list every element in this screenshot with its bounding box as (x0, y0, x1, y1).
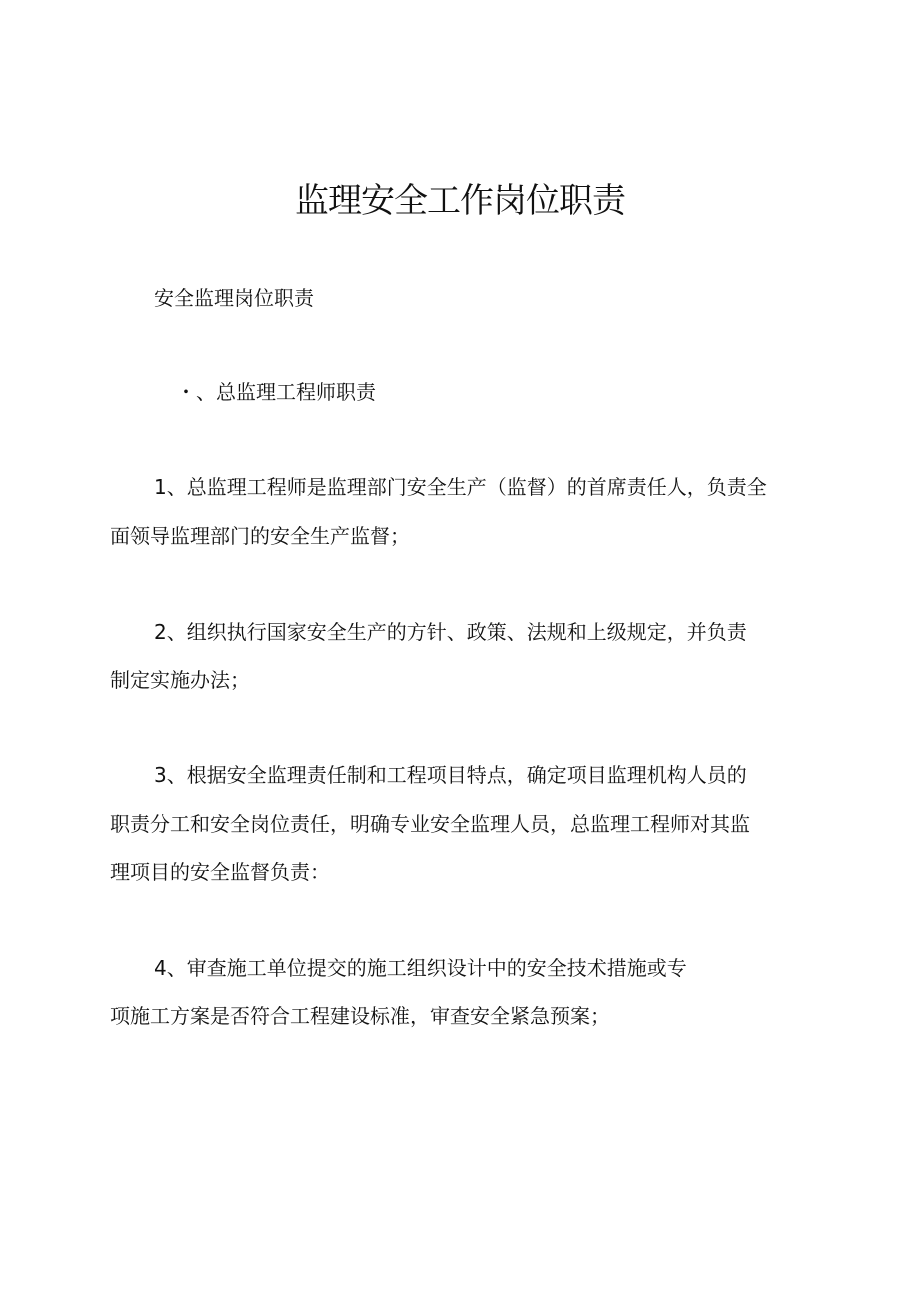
subsection-heading: ・、总监理工程师职责 (176, 380, 376, 404)
paragraph-1-line-1: 1、总监理工程师是监理部门安全生产（监督）的首席责任人，负责全 (154, 475, 767, 499)
paragraph-4-line-1: 4、审查施工单位提交的施工组织设计中的安全技术措施或专 (154, 956, 687, 980)
paragraph-3-line-1: 3、根据安全监理责任制和工程项目特点，确定项目监理机构人员的 (154, 763, 747, 787)
document-title: 监理安全工作岗位职责 (295, 181, 625, 221)
section-heading: 安全监理岗位职责 (154, 286, 314, 310)
paragraph-3-line-3: 理项目的安全监督负责： (110, 860, 330, 884)
paragraph-1-line-2: 面领导监理部门的安全生产监督； (110, 524, 410, 548)
paragraph-4-line-2: 项施工方案是否符合工程建设标准，审查安全紧急预案； (110, 1004, 610, 1028)
paragraph-2-line-2: 制定实施办法； (110, 668, 250, 692)
paragraph-3-line-2: 职责分工和安全岗位责任，明确专业安全监理人员，总监理工程师对其监 (110, 812, 750, 836)
paragraph-2-line-1: 2、组织执行国家安全生产的方针、政策、法规和上级规定，并负责 (154, 620, 747, 644)
